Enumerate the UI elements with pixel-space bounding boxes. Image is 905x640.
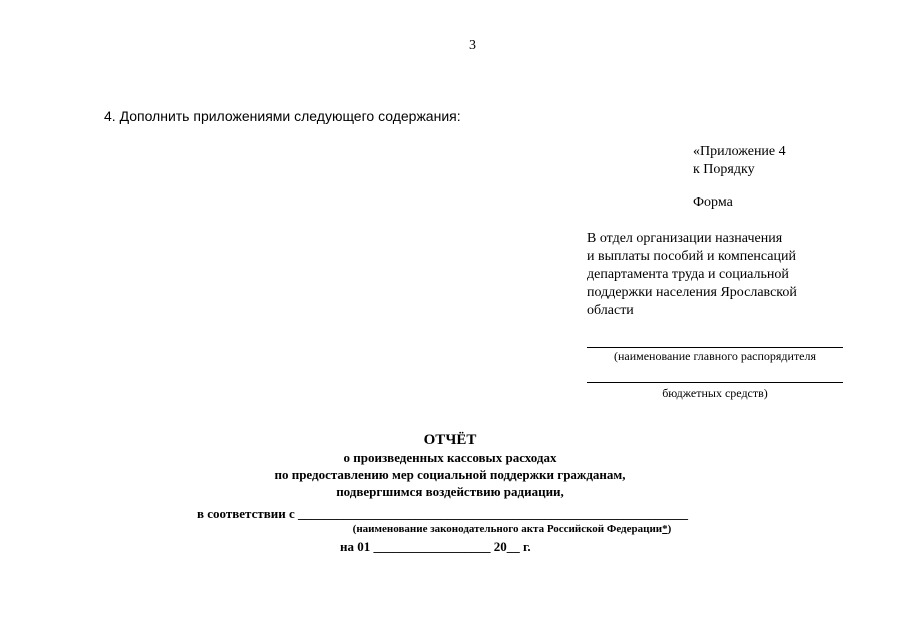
recipient-line: поддержки населения Ярославской bbox=[587, 285, 797, 300]
intro-paragraph: 4. Дополнить приложениями следующего содержания: bbox=[104, 108, 461, 124]
page-number: 3 bbox=[469, 38, 476, 53]
report-title-block bbox=[150, 432, 750, 500]
appendix-heading bbox=[693, 143, 786, 179]
recipient-line: области bbox=[587, 303, 634, 318]
signature-line bbox=[587, 382, 843, 383]
recipient-line: и выплаты пособий и компенсаций bbox=[587, 249, 796, 264]
form-label: Форма bbox=[693, 195, 733, 210]
report-title: ОТЧЁТ bbox=[423, 432, 477, 448]
report-date-line: на 01 __________________ 20__ г. bbox=[340, 539, 531, 554]
recipient-line: В отдел организации назначения bbox=[587, 231, 783, 246]
signature-line bbox=[587, 347, 843, 348]
report-subtitle-line: подвергшимся воздействию радиации, bbox=[336, 484, 564, 499]
appendix-title: «Приложение 4 bbox=[693, 144, 786, 159]
legal-act-caption-text: (наименование законодательного акта Российской Федерации bbox=[352, 523, 663, 535]
legal-act-line: в соответствии с ____________________________________________________________ bbox=[197, 506, 689, 521]
recipient-block bbox=[587, 230, 797, 320]
appendix-reference: к Порядку bbox=[693, 162, 755, 177]
report-subtitle-line: по предоставлению мер социальной поддержки гражданам, bbox=[274, 467, 626, 482]
caption-chief-manager: (наименование главного распорядителя bbox=[613, 349, 817, 363]
legal-act-caption bbox=[312, 523, 712, 535]
recipient-line: департамента труда и социальной bbox=[587, 267, 789, 282]
footnote-marker: * bbox=[662, 523, 668, 535]
caption-budget-funds: бюджетных средств) bbox=[662, 386, 768, 400]
report-subtitle-line: о произведенных кассовых расходах bbox=[343, 450, 557, 465]
legal-act-caption-close: ) bbox=[667, 523, 672, 535]
